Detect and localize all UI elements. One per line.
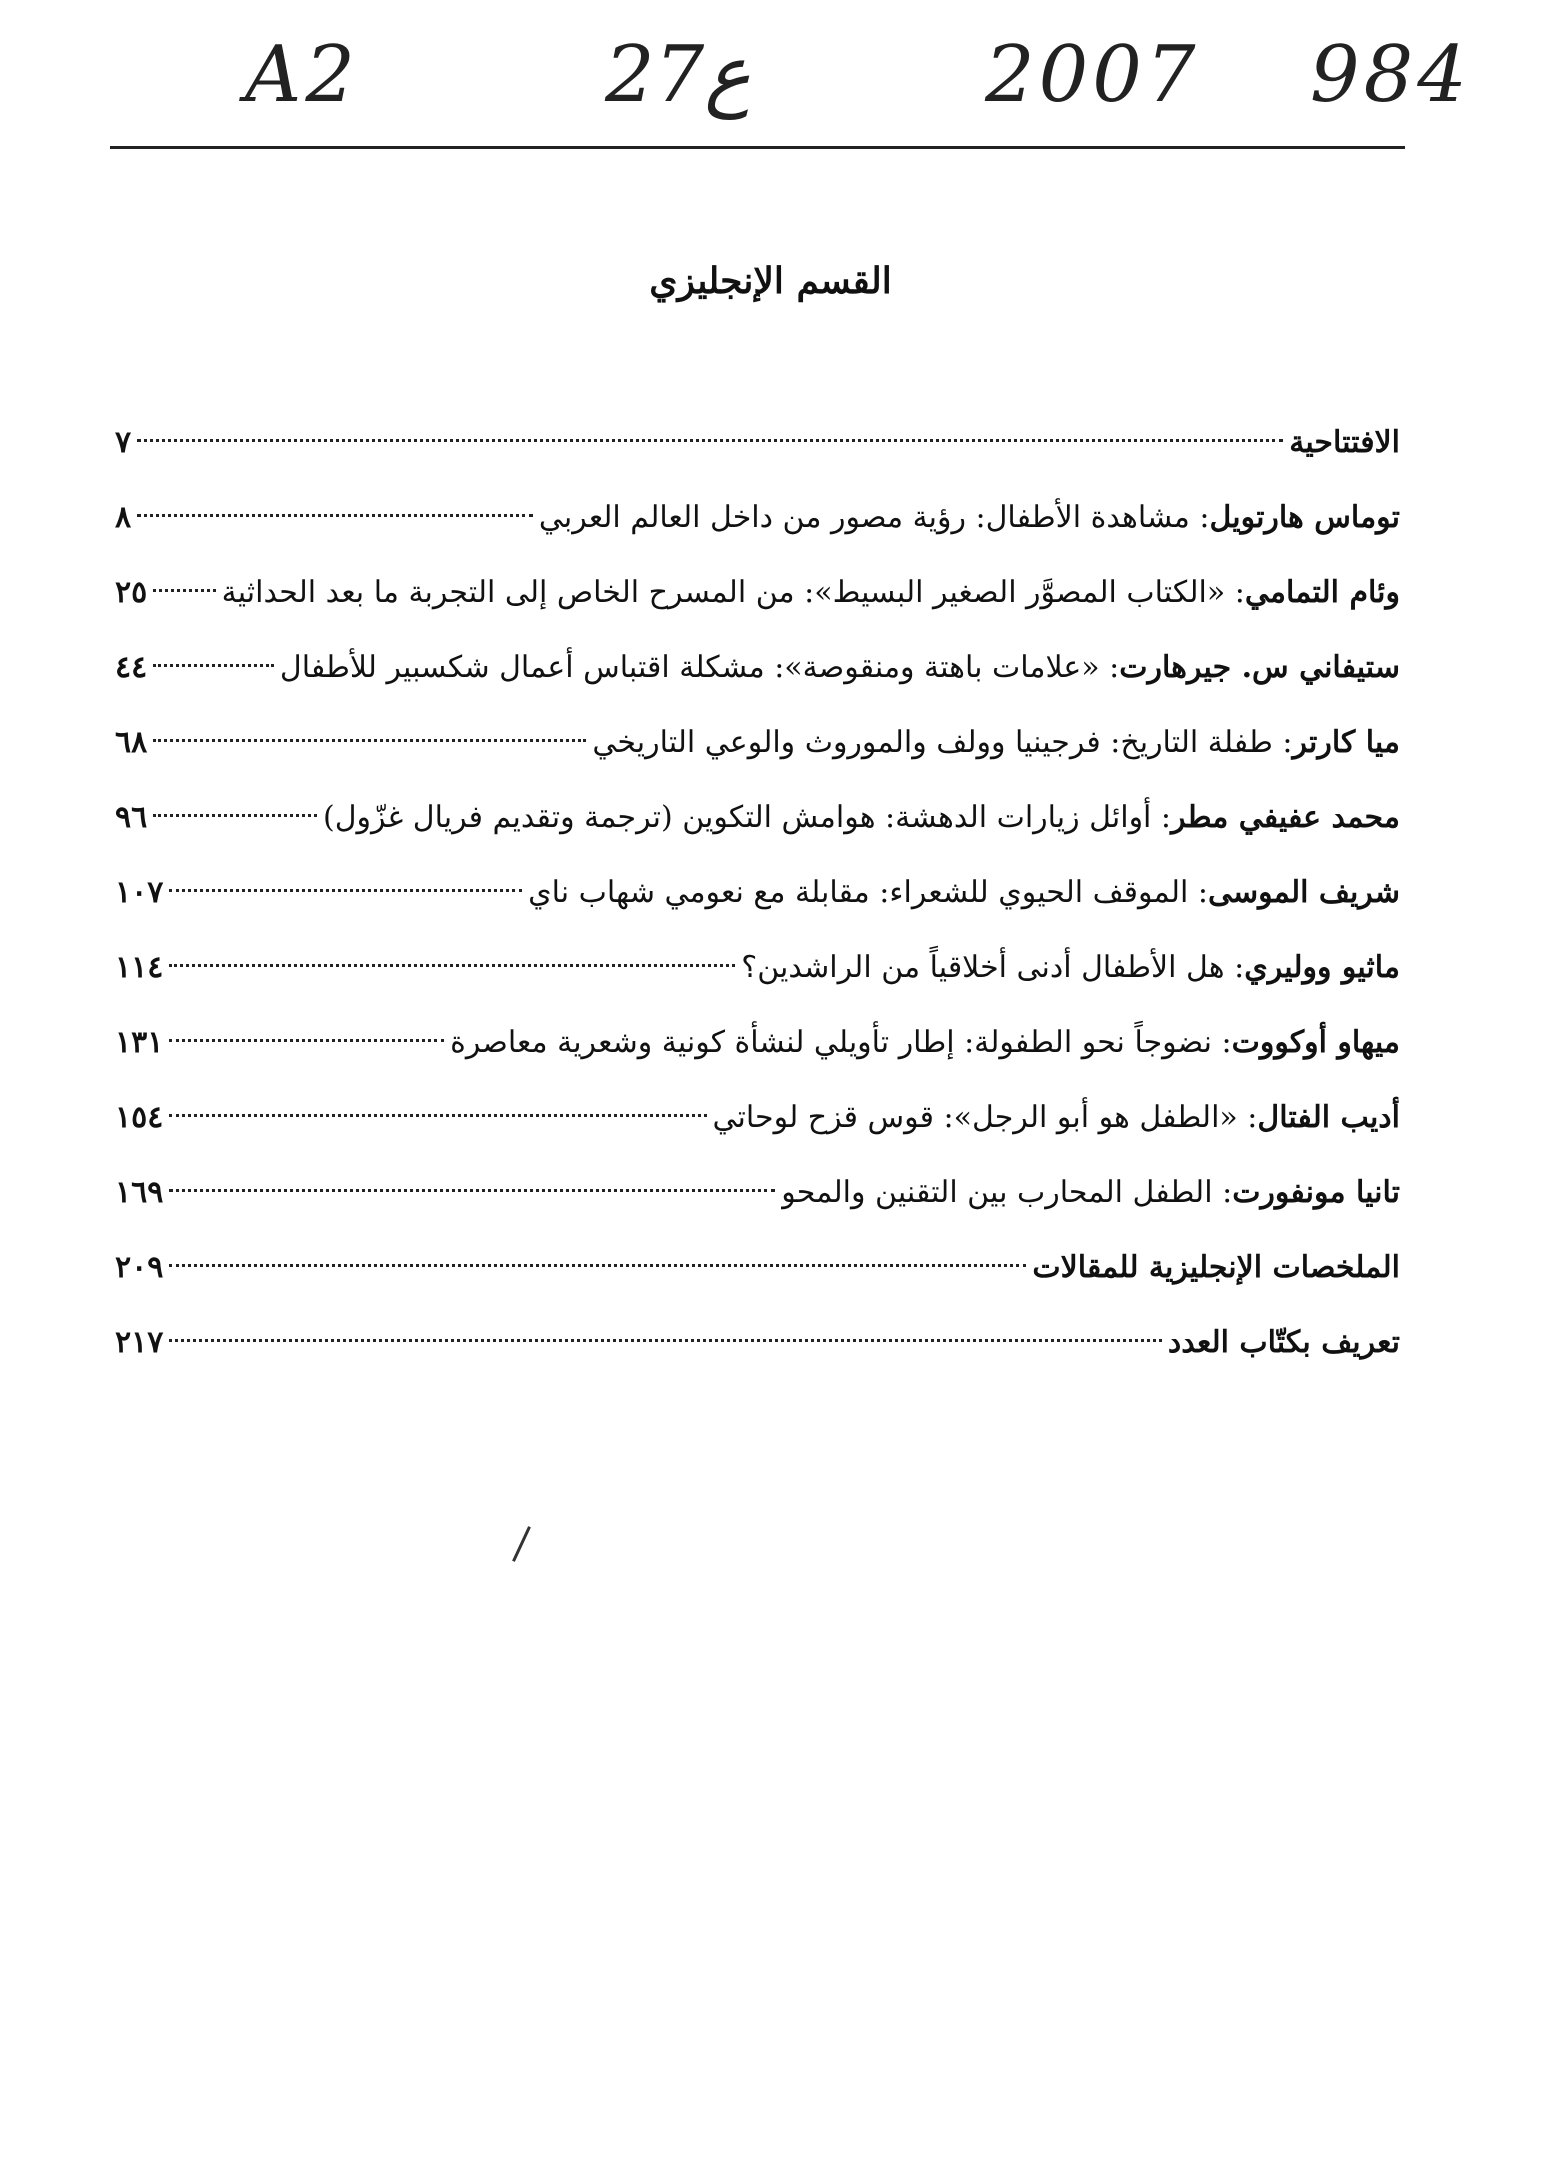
toc-entry [115, 630, 1400, 705]
toc-title: : الطفل المحارب بين التقنين والمحو [781, 1175, 1233, 1210]
toc-page-number: ٢٥ [115, 575, 148, 610]
leader-dots [153, 664, 274, 667]
toc-title: : هل الأطفال أدنى أخلاقياً من الراشدين؟ [741, 950, 1245, 985]
leader-dots [169, 964, 735, 967]
toc-entry-text [323, 780, 1400, 855]
handwritten-mark: 984 [1310, 30, 1471, 120]
toc-entry-text [1032, 1230, 1400, 1305]
toc-entry [115, 1005, 1400, 1080]
toc-entry [115, 1080, 1400, 1155]
header-rule [110, 146, 1405, 149]
toc-entry-text [222, 555, 1400, 630]
toc-page-number: ١٠٧ [115, 875, 164, 910]
toc-page-number: ١١٤ [115, 950, 164, 985]
toc-author: الملخصات الإنجليزية للمقالات [1032, 1250, 1400, 1285]
table-of-contents [115, 405, 1400, 1380]
toc-page-number: ٨ [115, 500, 132, 535]
stray-pen-mark [512, 1526, 531, 1562]
toc-page-number: ٤٤ [115, 650, 148, 685]
toc-author: ماثيو ووليري [1244, 950, 1400, 985]
toc-author: تانيا مونفورت [1232, 1175, 1400, 1210]
toc-entry [115, 705, 1400, 780]
toc-entry [115, 555, 1400, 630]
leader-dots [169, 1264, 1026, 1267]
toc-page-number: ٢٠٩ [115, 1250, 164, 1285]
leader-dots [169, 1039, 444, 1042]
toc-author: تعريف بكتّاب العدد [1167, 1325, 1400, 1360]
toc-page-number: ٧ [115, 425, 132, 460]
leader-dots [169, 889, 522, 892]
toc-entry [115, 1230, 1400, 1305]
toc-entry [115, 780, 1400, 855]
handwritten-mark: A2 [245, 30, 359, 120]
toc-entry-text [539, 480, 1400, 555]
toc-page-number: ١٦٩ [115, 1175, 164, 1210]
toc-page-number: ٩٦ [115, 800, 148, 835]
toc-author: أديب الفتال [1257, 1100, 1400, 1135]
handwritten-mark: 2007 [985, 30, 1200, 120]
toc-entry-text [713, 1080, 1400, 1155]
toc-title: : «الكتاب المصوَّر الصغير البسيط»: من المسرح الخاص إلى التجربة ما بعد الحداثية [221, 575, 1245, 610]
toc-entry-text [1168, 1305, 1400, 1380]
toc-author: ميهاو أوكووت [1231, 1025, 1400, 1060]
toc-entry-text [781, 1155, 1400, 1230]
toc-entry-text [1289, 405, 1400, 480]
toc-title: : طفلة التاريخ: فرجينيا وولف والموروث والوعي التاريخي [592, 725, 1293, 760]
handwritten-mark: 27ع [605, 30, 751, 120]
toc-entry-text [592, 705, 1400, 780]
leader-dots [153, 589, 215, 592]
toc-entry [115, 930, 1400, 1005]
leader-dots [169, 1339, 1162, 1342]
toc-title: : نضوجاً نحو الطفولة: إطار تأويلي لنشأة كونية وشعرية معاصرة [450, 1025, 1232, 1060]
leader-dots [169, 1189, 775, 1192]
toc-title: : «الطفل هو أبو الرجل»: قوس قزح لوحاتي [712, 1100, 1258, 1135]
toc-title: : «علامات باهتة ومنقوصة»: مشكلة اقتباس أعمال شكسبير للأطفال [279, 650, 1120, 685]
handwritten-annotation [0, 30, 1541, 150]
toc-title: : أوائل زيارات الدهشة: هوامش التكوين (ترجمة وتقديم فريال غزّول) [323, 800, 1172, 835]
toc-entry-text [528, 855, 1400, 930]
toc-entry [115, 1305, 1400, 1380]
leader-dots [153, 814, 317, 817]
toc-author: وئام التمامي [1244, 575, 1400, 610]
toc-author: ستيفاني س. جيرهارت [1119, 650, 1400, 685]
toc-entry [115, 480, 1400, 555]
toc-page-number: ٢١٧ [115, 1325, 164, 1360]
leader-dots [169, 1114, 706, 1117]
toc-author: الافتتاحية [1289, 425, 1400, 460]
toc-entry-text [741, 930, 1400, 1005]
leader-dots [137, 514, 533, 517]
toc-title: : الموقف الحيوي للشعراء: مقابلة مع نعومي شهاب ناي [528, 875, 1208, 910]
toc-entry [115, 405, 1400, 480]
toc-entry-text [450, 1005, 1400, 1080]
toc-entry-text [280, 630, 1400, 705]
toc-entry [115, 855, 1400, 930]
toc-page-number: ١٥٤ [115, 1100, 164, 1135]
leader-dots [153, 739, 586, 742]
toc-author: محمد عفيفي مطر [1171, 800, 1400, 835]
toc-page-number: ٦٨ [115, 725, 148, 760]
toc-entry [115, 1155, 1400, 1230]
toc-page-number: ١٣١ [115, 1025, 164, 1060]
toc-author: توماس هارتويل [1209, 500, 1400, 535]
section-title: القسم الإنجليزي [649, 260, 892, 302]
toc-author: شريف الموسى [1208, 875, 1400, 910]
toc-author: ميا كارتر [1292, 725, 1400, 760]
leader-dots [137, 439, 1283, 442]
toc-title: : مشاهدة الأطفال: رؤية مصور من داخل العالم العربي [538, 500, 1210, 535]
